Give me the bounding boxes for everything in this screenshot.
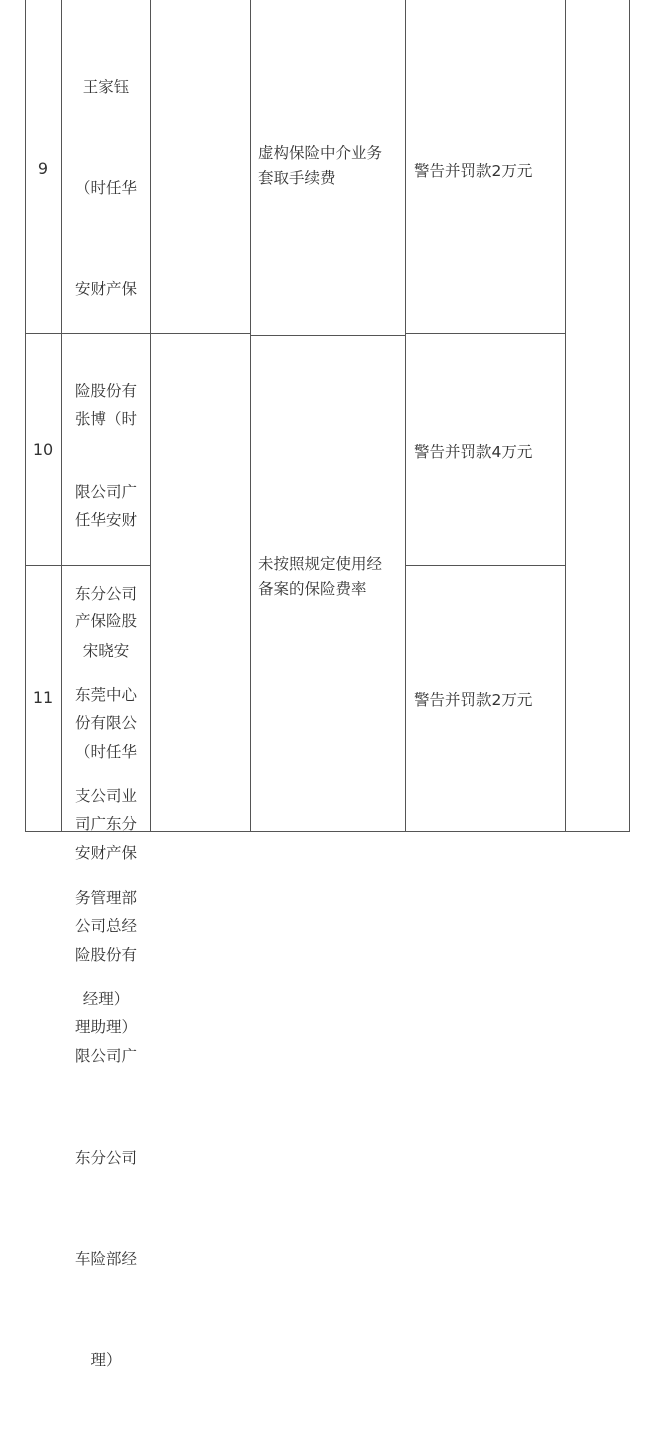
row-number: 10 xyxy=(32,440,54,459)
name-line: 支公司业 xyxy=(74,787,137,806)
name-line: 产保险股 xyxy=(74,612,137,631)
name-line: 份有限公 xyxy=(74,713,137,732)
name-line: 经理） xyxy=(82,990,130,1009)
name-line: 张博（时 xyxy=(74,409,137,428)
table-border-left xyxy=(25,0,26,832)
row-divider xyxy=(405,333,565,334)
name-line: 务管理部 xyxy=(74,888,137,907)
name-line: 王家钰 xyxy=(82,77,130,96)
name-line: 公司总经 xyxy=(74,916,137,935)
column-divider xyxy=(150,0,151,832)
name-line: 安财产保 xyxy=(74,280,137,299)
name-line: 理） xyxy=(90,1351,122,1370)
name-line: 东分公司 xyxy=(74,1148,137,1167)
name-line: 东莞中心 xyxy=(74,685,137,704)
penalty-cell: 警告并罚款4万元 xyxy=(414,443,533,461)
penalty-cell: 警告并罚款2万元 xyxy=(414,691,533,709)
name-line: 限公司广 xyxy=(74,483,137,502)
violation-cell xyxy=(258,552,408,602)
row-number: 9 xyxy=(37,159,49,178)
violation-line: 虚构保险中介业务 xyxy=(258,144,383,162)
violation-line: 备案的保险费率 xyxy=(258,580,367,598)
name-line: 安财产保 xyxy=(74,844,137,863)
name-line: 司广东分 xyxy=(74,815,137,834)
violation-line: 套取手续费 xyxy=(258,169,336,187)
violation-line: 未按照规定使用经 xyxy=(258,555,383,573)
person-name-cell xyxy=(62,567,150,1446)
name-line: 险股份有 xyxy=(74,381,137,400)
penalty-cell: 警告并罚款2万元 xyxy=(414,162,533,180)
row-number: 11 xyxy=(32,688,54,707)
name-line: 东分公司 xyxy=(74,584,137,603)
name-line: （时任华 xyxy=(74,742,137,761)
name-line: 宋晓安 xyxy=(82,641,130,660)
name-line: 险股份有 xyxy=(74,945,137,964)
violation-cell xyxy=(258,141,408,191)
name-line: （时任华 xyxy=(74,178,137,197)
row-divider xyxy=(405,565,565,566)
name-line: 限公司广 xyxy=(74,1047,137,1066)
column-divider xyxy=(250,0,251,832)
column-divider xyxy=(405,0,406,832)
column-divider xyxy=(565,0,566,832)
table-border-right xyxy=(629,0,630,832)
name-line: 任华安财 xyxy=(74,510,137,529)
name-line: 车险部经 xyxy=(74,1249,137,1268)
row-divider xyxy=(250,335,405,336)
name-line: 理助理） xyxy=(74,1017,137,1036)
